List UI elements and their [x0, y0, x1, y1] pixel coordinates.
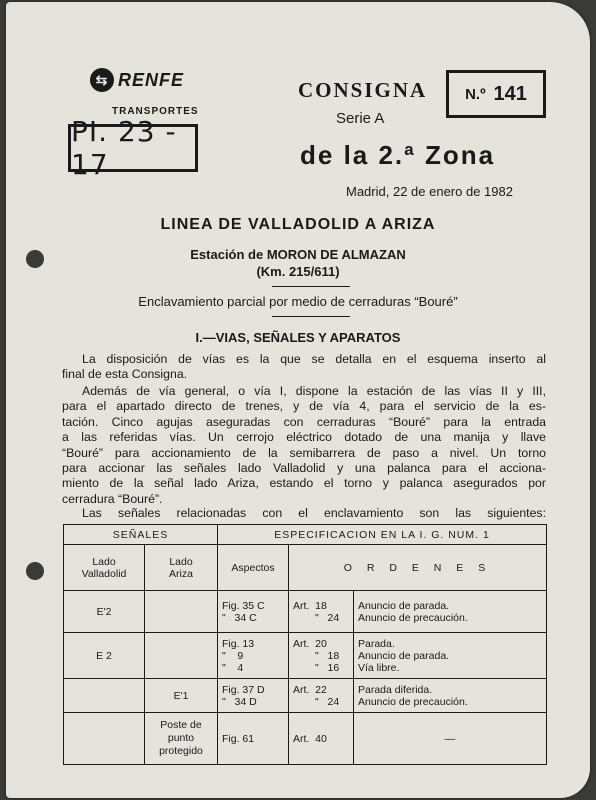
cell-line: Parada diferida.	[358, 683, 433, 696]
cell-art	[289, 591, 354, 633]
cell-line: Art. 22	[293, 683, 327, 696]
cell-line: Art. 18	[293, 599, 327, 612]
col-header-valladolid	[64, 545, 145, 591]
especificacion-header: ESPECIFICACION EN LA I. G. NUM. 1	[218, 525, 547, 545]
cell-ariza	[145, 633, 218, 679]
linea-title: LINEA DE VALLADOLID A ARIZA	[160, 216, 436, 233]
cell-ariza: Poste de punto protegido	[145, 713, 218, 765]
cell-line: " 9	[222, 649, 244, 662]
table-row	[64, 633, 547, 679]
text-line: “Bouré” para accionamiento de la semibarrera de paso a nivel. Un torno	[62, 445, 546, 460]
cell-line: Anuncio de parada.	[358, 599, 450, 612]
text-line: para el apartado directo de trenes, y de vía 4, para el servicio de la es-	[62, 399, 546, 414]
text-line: a las referidas vías. Un cerrojo eléctrico dotado de una manija y llave	[62, 430, 546, 445]
cell-aspectos	[218, 633, 289, 679]
table-row	[64, 679, 547, 713]
signals-table	[63, 524, 547, 765]
text-line: Las señales relacionadas con el enclavamiento son las siguientes:	[82, 506, 546, 520]
cell-valladolid: E 2	[64, 633, 145, 679]
table-row	[64, 713, 547, 765]
cell-ordenes: —	[354, 713, 547, 765]
cell-art	[289, 679, 354, 713]
cell-line: " 24	[315, 611, 340, 624]
serie-label: Serie A	[336, 110, 385, 127]
cell-ordenes	[354, 679, 547, 713]
cell-line: Art. 20	[293, 637, 327, 650]
date-line: Madrid, 22 de enero de 1982	[346, 184, 513, 199]
cell-line: Anuncio de parada.	[358, 649, 450, 662]
punch-hole	[26, 562, 44, 580]
cell-line: Anuncio de precaución.	[358, 611, 468, 624]
senales-header: SEÑALES	[64, 525, 218, 545]
cell-line: " 4	[222, 661, 244, 674]
cell-art	[289, 633, 354, 679]
cell-ordenes	[354, 633, 547, 679]
text-line: Además de vía general, o vía I, dispone la estación de las vías II y III,	[82, 384, 546, 398]
header-text: Lado	[169, 555, 193, 568]
text-line: para accionar las señales lado Valladolid y una palanca para el acciona-	[62, 461, 546, 476]
consigna-title: CONSIGNA	[298, 78, 428, 102]
header-text: Ariza	[169, 567, 193, 580]
transportes-label: TRANSPORTES	[112, 106, 199, 117]
col-header-aspectos: Aspectos	[218, 545, 289, 591]
col-header-ordenes: O R D E N E S	[289, 545, 547, 591]
cell-aspectos	[218, 591, 289, 633]
cell-ordenes	[354, 591, 547, 633]
col-header-ariza	[145, 545, 218, 591]
zona-title: de la 2.ª Zona	[300, 140, 496, 170]
number-prefix: N.º	[465, 85, 486, 103]
cell-line: Fig. 37 D	[222, 683, 265, 696]
header-text: Valladolid	[81, 567, 127, 580]
text-line: final de esta Consigna.	[62, 367, 188, 382]
cell-line: " 34 C	[222, 611, 257, 624]
cell-valladolid	[64, 713, 145, 765]
cell-line: Fig. 35 C	[222, 599, 265, 612]
cell-aspectos: Fig. 61	[218, 713, 289, 765]
renfe-logo	[90, 68, 184, 92]
number-box	[446, 70, 546, 118]
text-line: cerradura “Bouré”.	[62, 491, 163, 506]
cell-line: " 18	[315, 649, 340, 662]
text-line: tación. Cinco agujas aseguradas con cerraduras “Bouré” para la entrada	[62, 414, 546, 429]
paragraph-3	[62, 506, 546, 521]
header-text: Lado	[92, 555, 116, 568]
logo-text: RENFE	[118, 69, 185, 90]
estacion-title: Estación de MORON DE ALMAZAN	[190, 247, 406, 262]
text-line: La disposición de vías es la que se detalla en el esquema inserto al	[82, 352, 546, 366]
number-value: 141	[493, 82, 527, 105]
section-heading: I.—VIAS, SEÑALES Y APARATOS	[195, 330, 401, 345]
cell-line: Anuncio de precaución.	[358, 695, 468, 708]
cell-line: " 24	[315, 695, 340, 708]
divider	[272, 316, 350, 317]
cell-valladolid: E'2	[64, 591, 145, 633]
cell-art: Art. 40	[289, 713, 354, 765]
pl-stamp: PI. 23 - 17	[68, 124, 198, 172]
paragraph-1	[62, 352, 546, 383]
cell-line: Vía libre.	[358, 661, 400, 674]
text-line: miento de la señal lado Ariza, estando el torno y palanca asegurados por	[62, 476, 546, 491]
cell-line: " 16	[315, 661, 340, 674]
cell-ariza	[145, 591, 218, 633]
cell-line: " 34 D	[222, 695, 257, 708]
enclavamiento-line: Enclavamiento parcial por medio de cerraduras “Bouré”	[138, 294, 458, 309]
km-line: (Km. 215/611)	[256, 264, 340, 279]
cell-valladolid	[64, 679, 145, 713]
renfe-logo-icon: ⇆	[90, 68, 114, 92]
cell-line: Parada.	[358, 637, 395, 650]
table-row	[64, 591, 547, 633]
cell-aspectos	[218, 679, 289, 713]
divider	[272, 286, 350, 287]
paragraph-2	[62, 384, 546, 507]
cell-line: Fig. 13	[222, 637, 255, 650]
document-page	[6, 2, 590, 798]
cell-ariza: E'1	[145, 679, 218, 713]
